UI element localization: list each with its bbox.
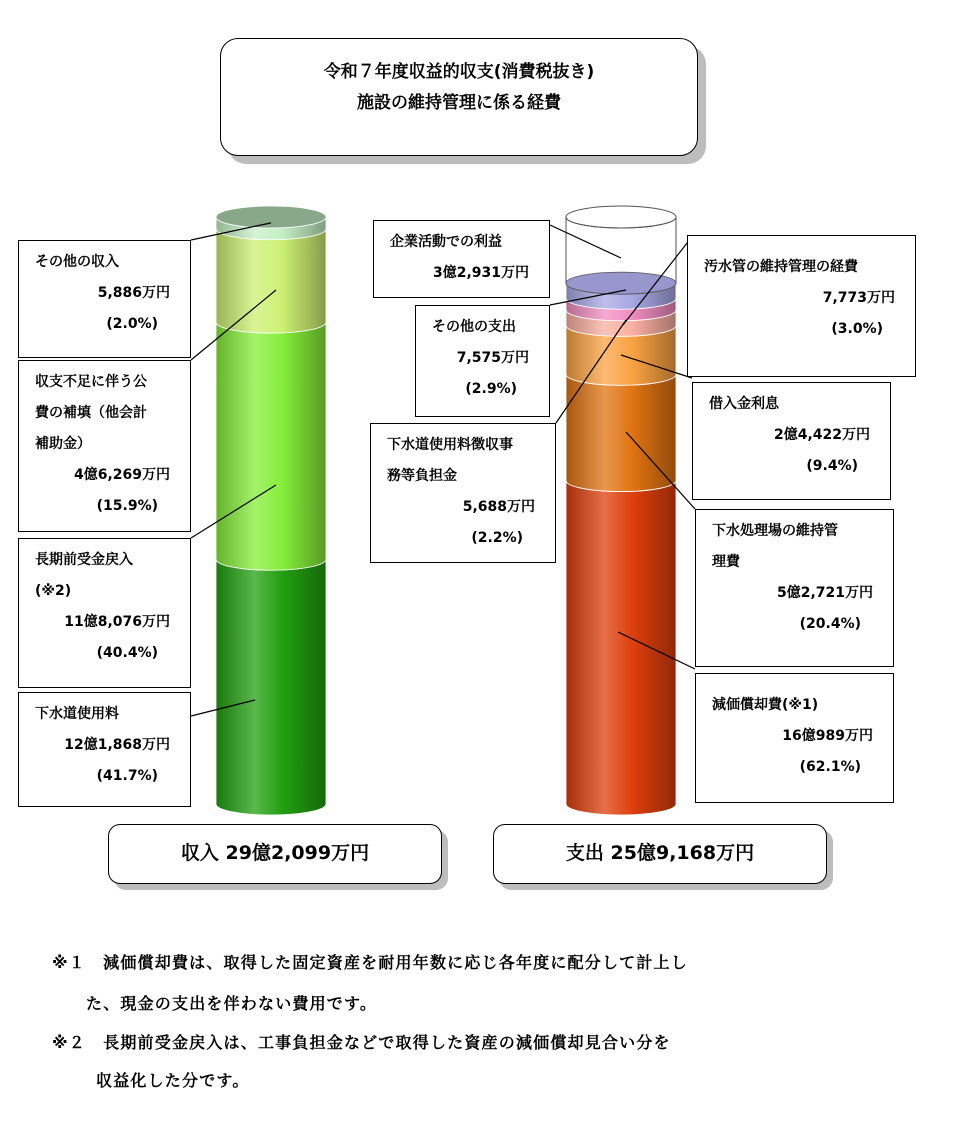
expense-total: 支出 25億9,168万円 [493,824,827,884]
footnote-1-line-1: ※１ 減価償却費は、取得した固定資産を耐用年数に応じ各年度に配分して計上し [52,953,688,972]
label-expense-collection: 下水道使用料徴収事 務等負担金 5,688万円 (2.2%) [370,423,556,563]
cylinder-0-segment-0 [216,559,326,815]
label-income-other: その他の収入 5,886万円 (2.0%) [18,240,191,358]
label-income-subsidy: 収支不足に伴う公 費の補填（他会計 補助金） 4億6,269万円 (15.9%) [18,360,191,532]
cylinder-0-segment-1 [216,322,326,570]
label-expense-depreciation: 減価償却費(※1) 16億989万円 (62.1%) [695,673,894,803]
cylinder-1-segment-1 [566,374,676,491]
label-expense-pipe: 汚水管の維持管理の経費 7,773万円 (3.0%) [687,235,916,377]
footnote-2-line-1: ※２ 長期前受金戻入は、工事負担金などで取得した資産の減価償却見合い分を [52,1033,671,1052]
label-income-long-term: 長期前受金戻入 (※2) 11億8,076万円 (40.4%) [18,538,191,688]
cylinder-1-segment-0 [566,481,676,815]
title-line-2: 施設の維持管理に係る経費 [357,93,561,113]
income-total: 収入 29億2,099万円 [108,824,442,884]
cylinder-0-segment-2 [216,229,326,333]
label-expense-interest: 借入金利息 2億4,422万円 (9.4%) [692,382,891,500]
label-expense-plant: 下水処理場の維持管 理費 5億2,721万円 (20.4%) [695,509,894,667]
label-expense-profit: 企業活動での利益 3億2,931万円 [373,220,550,298]
footnote-2-line-2: 収益化した分です。 [96,1071,250,1090]
cylinder-1-rim [566,206,676,228]
label-income-fee: 下水道使用料 12億1,868万円 (41.7%) [18,692,191,807]
title-line-1: 令和７年度収益的収支(消費税抜き) [323,62,595,82]
cylinder-0-top [216,206,326,228]
label-expense-other: その他の支出 7,575万円 (2.9%) [415,305,550,417]
footnote-1-line-2: た、現金の支出を伴わない費用です。 [86,994,378,1013]
